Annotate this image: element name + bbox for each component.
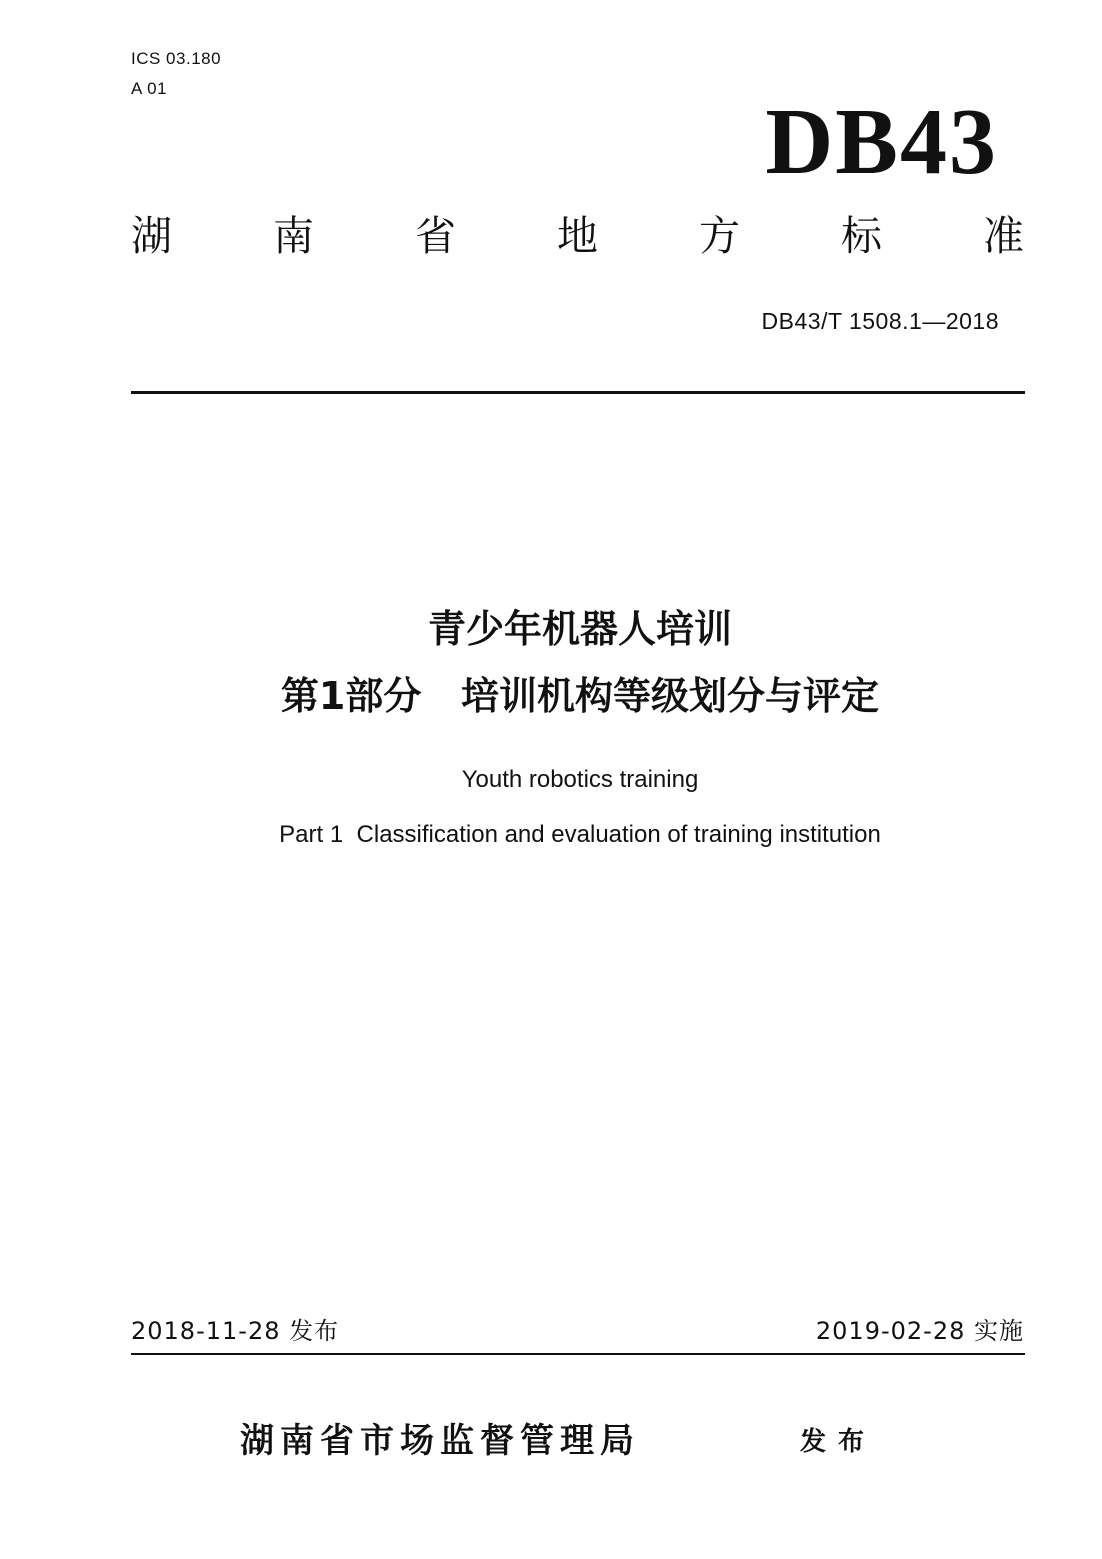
title-english-line-2: Part 1 Classification and evaluation of training institution [279,821,881,848]
bottom-divider [131,1353,1025,1355]
title-chinese-line-1: 青少年机器人培训 [427,607,732,651]
publish-label: 发布 [800,1427,877,1457]
ccs-code: A 01 [131,79,168,98]
title-english-line-1: Youth robotics training [461,766,699,793]
top-divider [131,391,1025,394]
standard-logo: DB43 [765,90,998,194]
standard-type-char: 省 [415,212,456,260]
standard-type-heading [131,206,1024,266]
implementation-date: 2019-02-28 实施 [815,1317,1024,1345]
standard-type-char: 方 [699,212,740,260]
standard-type-char: 湖 [131,212,172,260]
standard-type-char: 地 [557,212,598,260]
publisher-name: 湖南省市场监督管理局 [240,1421,640,1461]
standard-type-char: 准 [983,212,1024,260]
standard-type-char: 标 [841,212,882,260]
standard-type-char: 南 [273,212,314,260]
issue-date: 2018-11-28 发布 [131,1317,340,1345]
ics-code: ICS 03.180 [131,49,222,68]
standard-number: DB43/T 1508.1—2018 [761,308,999,334]
title-chinese-line-2: 第1部分 培训机构等级划分与评定 [280,674,880,718]
